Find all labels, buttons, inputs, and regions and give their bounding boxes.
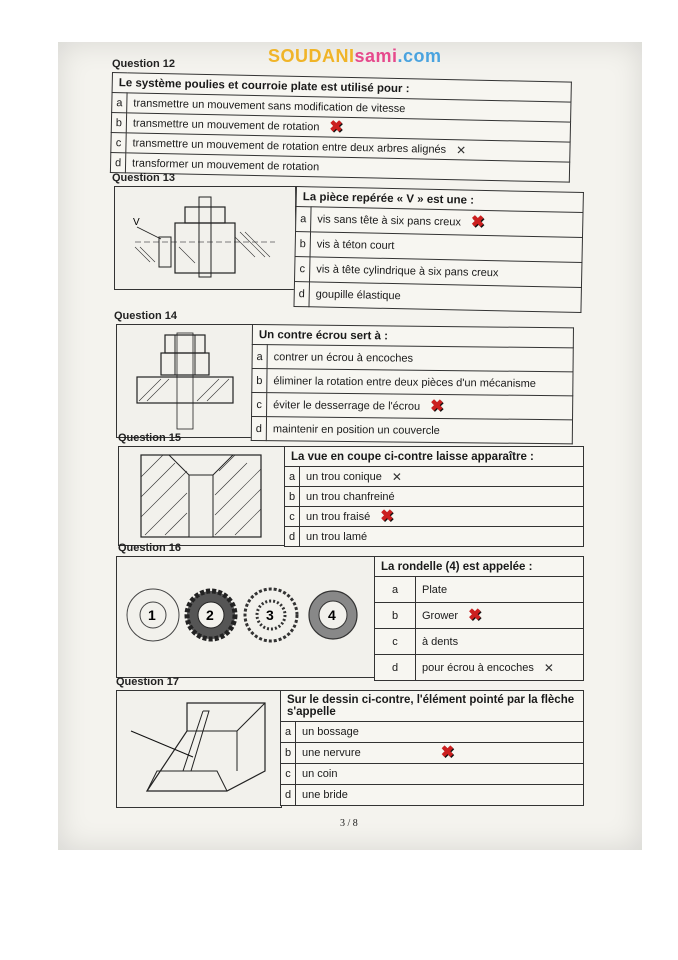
watermark-brand: SOUDANIsami.com <box>268 46 442 66</box>
option-row[interactable]: c à dents <box>375 629 584 655</box>
option-row[interactable]: a vis sans tête à six pans creux ✖ <box>296 207 583 238</box>
question-13-table <box>293 186 583 313</box>
option-row[interactable]: b un trou chanfreiné <box>285 487 584 507</box>
washer-number-3: 3 <box>266 607 274 623</box>
question-14-label: Question 14 <box>114 310 177 322</box>
question-12-heading: Le système poulies et courroie plate est utilisé pour : <box>112 73 571 103</box>
option-row[interactable]: b une nervure ✖ <box>281 743 584 764</box>
figure-15-section-view <box>118 446 286 546</box>
section-view-drawing <box>119 447 285 545</box>
option-row[interactable]: b éliminer la rotation entre deux pièces d'un mécanisme <box>252 369 573 396</box>
option-row[interactable]: c transmettre un mouvement de rotation entre deux arbres alignés ✕ <box>111 132 570 162</box>
answer-cross-mark: ✖ <box>468 606 482 624</box>
option-row[interactable]: b Grower ✖ <box>375 603 584 629</box>
answer-cross-mark: ✖ <box>440 744 455 762</box>
bolt-assembly-drawing <box>115 187 295 289</box>
option-row[interactable]: b transmettre un mouvement de rotation ✖ <box>111 113 570 143</box>
washers-drawing <box>117 557 375 677</box>
option-row[interactable]: d transformer un mouvement de rotation <box>110 152 569 182</box>
figure-13-bolt-assembly <box>114 186 296 290</box>
question-14-table <box>251 324 574 444</box>
option-row[interactable]: a contrer un écrou à encoches <box>252 345 573 372</box>
option-row[interactable]: c un coin <box>281 764 584 785</box>
pencil-cross-mark: ✕ <box>391 469 402 484</box>
bracket-drawing <box>117 691 281 807</box>
question-16-label: Question 16 <box>118 542 181 554</box>
pencil-cross-mark: ✕ <box>455 142 467 157</box>
figure-14-lock-nut <box>116 324 254 438</box>
question-13-heading: La pièce repérée « V » est une : <box>296 187 583 213</box>
option-row[interactable]: d pour écrou à encoches ✕ <box>375 655 584 681</box>
question-13-label: Question 13 <box>112 172 175 184</box>
question-16-heading: La rondelle (4) est appelée : <box>375 557 584 577</box>
figure-16-washers <box>116 556 376 678</box>
option-row[interactable]: b vis à téton court <box>295 232 582 263</box>
answer-cross-mark: ✖ <box>329 118 343 136</box>
option-row[interactable]: c éviter le desserrage de l'écrou ✖ <box>252 393 573 420</box>
question-12-table <box>110 72 572 183</box>
figure-label-v: V <box>133 217 140 228</box>
question-16-table <box>374 556 584 681</box>
option-row[interactable]: a Plate <box>375 577 584 603</box>
question-12-label: Question 12 <box>112 58 175 70</box>
option-row[interactable]: a transmettre un mouvement sans modification de vitesse <box>112 93 571 123</box>
page-number: 3 / 8 <box>340 818 358 829</box>
question-14-heading: Un contre écrou sert à : <box>252 325 573 348</box>
pencil-cross-mark: ✕ <box>543 660 554 675</box>
question-15-heading: La vue en coupe ci-contre laisse apparaître : <box>285 447 584 467</box>
answer-cross-mark: ✖ <box>380 507 394 525</box>
option-row[interactable]: c un trou fraisé ✖ <box>285 507 584 527</box>
option-row[interactable]: a un trou conique ✕ <box>285 467 584 487</box>
option-row[interactable]: d goupille élastique <box>294 281 581 312</box>
question-17-table <box>280 690 584 806</box>
option-row[interactable]: d maintenir en position un couvercle <box>251 417 572 444</box>
option-row[interactable]: c vis à tête cylindrique à six pans creux <box>294 256 581 287</box>
answer-cross-mark: ✖ <box>430 397 444 415</box>
answer-cross-mark: ✖ <box>470 213 485 232</box>
question-17-label: Question 17 <box>116 676 179 688</box>
washer-number-4: 4 <box>328 607 336 623</box>
washer-number-1: 1 <box>148 607 156 623</box>
option-row[interactable]: d un trou lamé <box>285 527 584 547</box>
question-15-label: Question 15 <box>118 432 181 444</box>
lock-nut-drawing <box>117 325 253 437</box>
washer-number-2: 2 <box>206 607 214 623</box>
option-row[interactable]: d une bride <box>281 785 584 806</box>
option-row[interactable]: a un bossage <box>281 722 584 743</box>
figure-17-bracket <box>116 690 282 808</box>
exam-page-photo <box>58 42 642 850</box>
question-15-table <box>284 446 584 547</box>
question-17-heading: Sur le dessin ci-contre, l'élément pointé par la flèche s'appelle <box>281 691 584 722</box>
